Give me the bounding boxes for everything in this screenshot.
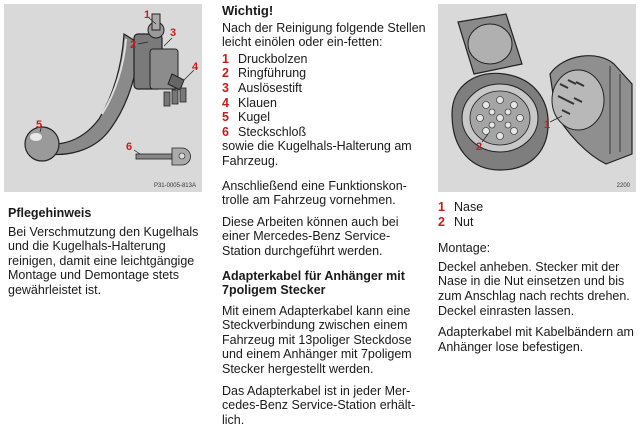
list-item: 6 Steckschloß	[222, 124, 307, 139]
adapter-availability-text: Das Adapterkabel ist in jeder Mer-cedes-Benz Service-Station erhält-lich.	[222, 383, 416, 427]
key-illustration	[136, 148, 191, 165]
socket-illustration	[438, 4, 636, 192]
callout-4: 4	[192, 61, 199, 73]
lubrication-list	[222, 52, 427, 140]
callout-2: 2	[130, 39, 137, 51]
list-item: 3 Auslösestift	[222, 80, 302, 95]
montage-steps-text: Deckel anheben. Stecker mit der Nase in die Nut einsetzen und bis zum Anschlag nach rechts drehen. Deckel einrasten lassen.	[438, 259, 630, 318]
legend-list	[438, 200, 638, 229]
left-column	[8, 206, 208, 305]
adapter-heading: Adapterkabel für Anhänger mit 7poligem Stecker	[222, 268, 405, 298]
tow-hitch-illustration	[4, 4, 202, 192]
cable-fastening-text: Adapterkabel mit Kabelbändern am Anhänger lose befestigen.	[438, 325, 634, 354]
right-column	[438, 200, 638, 361]
socket-figure	[438, 4, 636, 192]
important-title: Wichtig!	[222, 3, 274, 18]
service-station-text: Diese Arbeiten können auch bei einer Mercedes-Benz Service-Station durchgeführt werden.	[222, 214, 399, 258]
adapter-text: Mit einem Adapterkabel kann eine Steckverbindung zwischen einem Fahrzeug mit 13poliger Steckdose und einem Anhänger mit 7poligem Stecker hergestellt werden.	[222, 303, 412, 377]
figure-code-left: P31-0005-813A	[153, 183, 196, 189]
list-item: 4 Klauen	[222, 95, 277, 110]
montage-label: Montage:	[438, 241, 491, 256]
callout-6: 6	[126, 141, 133, 153]
after-list-text: sowie die Kugelhals-Halterung am Fahrzeug.	[222, 139, 412, 168]
care-text: Bei Verschmutzung den Kugelhals und die Kugelhals-Halterung reinigen, damit eine leichtgängige Montage und Demontage stets gewährleistet ist.	[8, 224, 199, 297]
callout-2: 2	[476, 141, 483, 153]
intro-text: Nach der Reinigung folgende Stellen leicht einölen oder ein-fetten:	[222, 20, 426, 50]
figure-code-right: 2200	[616, 183, 630, 189]
list-item: 1 Nase	[438, 200, 484, 214]
list-item: 2 Nut	[438, 214, 474, 229]
callout-1: 1	[144, 9, 151, 21]
callout-5: 5	[36, 119, 43, 131]
list-item: 5 Kugel	[222, 110, 270, 125]
list-item: 2 Ringführung	[222, 66, 307, 81]
care-heading: Pflegehinweis	[8, 206, 92, 220]
tow-hitch-figure	[4, 4, 202, 192]
list-item: 1 Druckbolzen	[222, 51, 308, 66]
function-check-text: Anschließend eine Funktionskon-trolle am Fahrzeug vornehmen.	[222, 178, 407, 208]
callout-1: 1	[544, 119, 551, 131]
callout-3: 3	[170, 27, 177, 39]
middle-column	[222, 4, 427, 434]
